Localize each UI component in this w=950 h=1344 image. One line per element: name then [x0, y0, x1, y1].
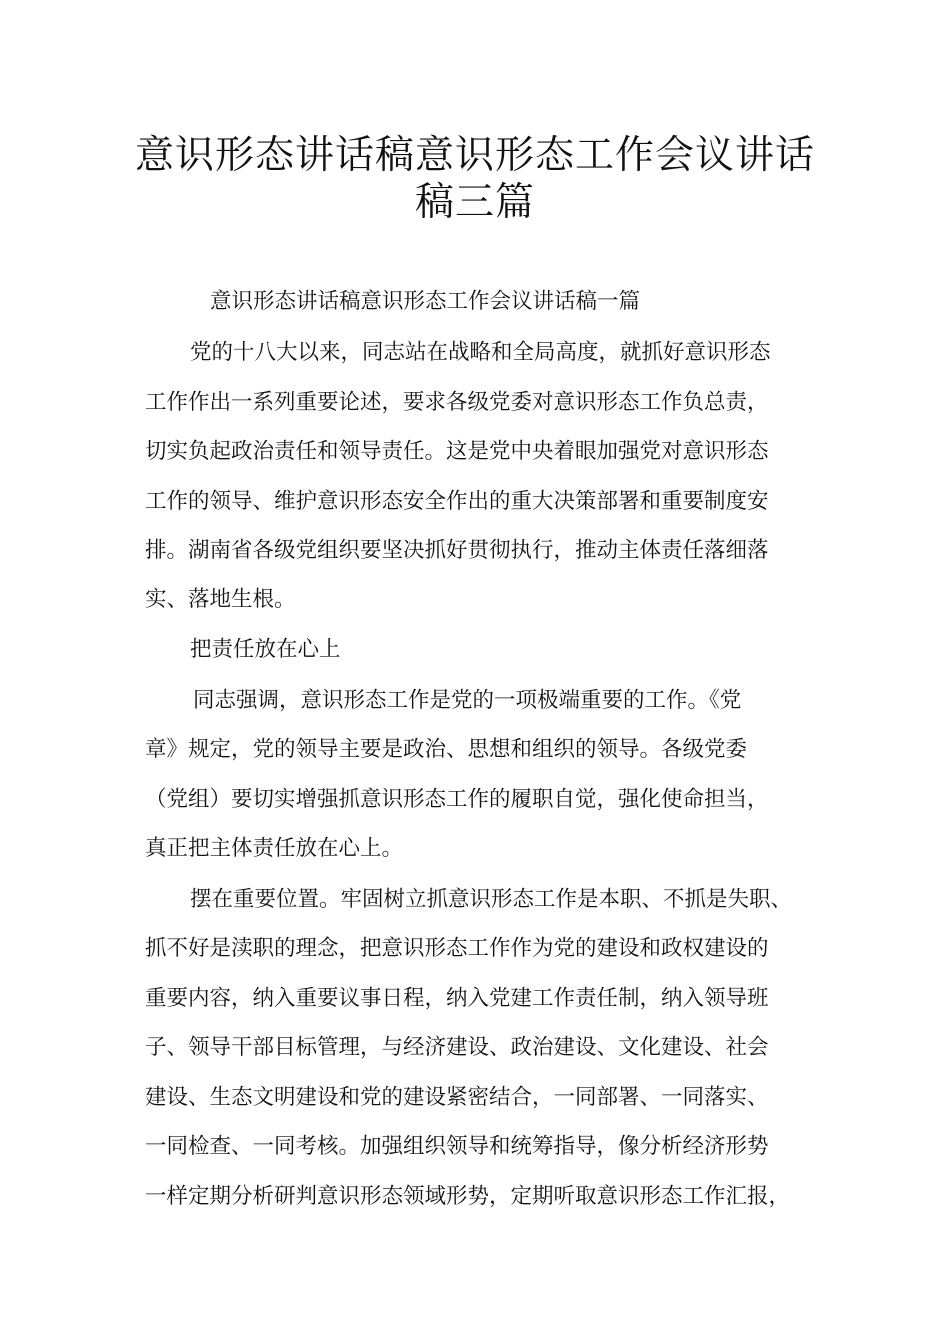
paragraph-line: 党的十八大以来，同志站在战略和全局高度，就抓好意识形态 [190, 340, 771, 365]
document-subtitle: 意识形态讲话稿意识形态工作会议讲话稿一篇 [210, 289, 641, 314]
paragraph-line: 抓不好是渎职的理念，把意识形态工作作为党的建设和政权建设的 [145, 936, 769, 961]
document-title-line-2: 稿三篇 [414, 180, 535, 225]
paragraph-line: 摆在重要位置。牢固树立抓意识形态工作是本职、不抓是失职、 [190, 887, 793, 912]
paragraph-line: 一同检查、一同考核。加强组织领导和统筹指导，像分析经济形势 [145, 1134, 769, 1159]
paragraph-line: 切实负起政治责任和领导责任。这是党中央着眼加强党对意识形态 [145, 439, 769, 464]
paragraph-line: 真正把主体责任放在心上。 [145, 836, 404, 861]
paragraph-line: 建设、生态文明建设和党的建设紧密结合，一同部署、一同落实、 [145, 1085, 769, 1110]
section-heading: 把责任放在心上 [190, 637, 341, 662]
paragraph-line: 实、落地生根。 [145, 587, 296, 612]
paragraph-line: 排。湖南省各级党组织要坚决抓好贯彻执行，推动主体责任落细落 [145, 538, 769, 563]
paragraph-line: 子、领导干部目标管理，与经济建设、政治建设、文化建设、社会 [145, 1035, 769, 1060]
paragraph-line: 一样定期分析研判意识形态领域形势，定期听取意识形态工作汇报， [145, 1184, 791, 1209]
paragraph-line: 章》规定，党的领导主要是政治、思想和组织的领导。各级党委 [145, 737, 748, 762]
paragraph-line: 同志强调，意识形态工作是党的一项极端重要的工作。《党 [193, 688, 742, 713]
document-title-line-1: 意识形态讲话稿意识形态工作会议讲话 [134, 133, 815, 178]
paragraph-line: 工作的领导、维护意识形态安全作出的重大决策部署和重要制度安 [145, 489, 769, 514]
paragraph-line: 工作作出一系列重要论述，要求各级党委对意识形态工作负总责， [145, 390, 769, 415]
paragraph-line: 重要内容，纳入重要议事日程，纳入党建工作责任制，纳入领导班 [145, 986, 769, 1011]
paragraph-line: （党组）要切实增强抓意识形态工作的履职自觉，强化使命担当， [145, 787, 769, 812]
